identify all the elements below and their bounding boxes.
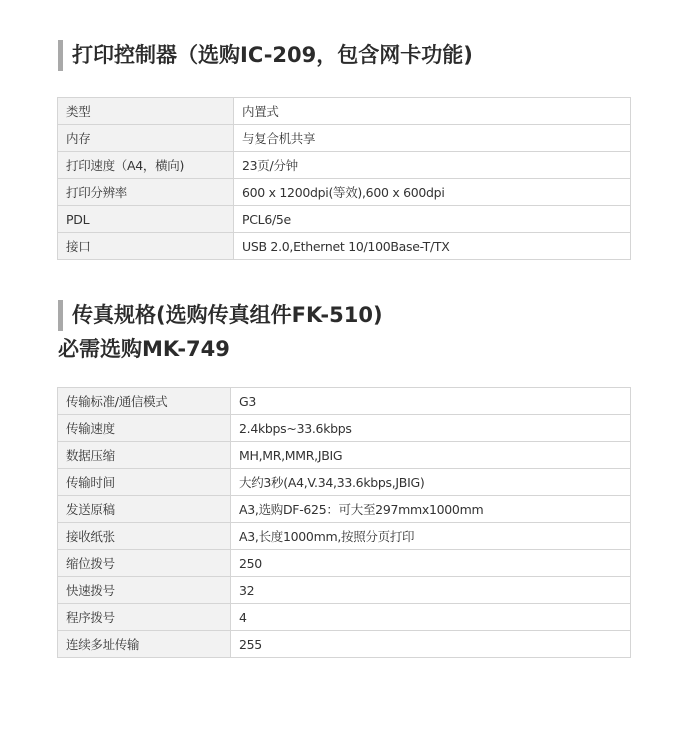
table-row <box>58 98 631 125</box>
table-row <box>58 125 631 152</box>
spec-value: 4 <box>231 604 631 631</box>
spec-label: 发送原稿 <box>58 496 231 523</box>
spec-label: 传输标准/通信模式 <box>58 388 231 415</box>
spec-value: USB 2.0,Ethernet 10/100Base-T/TX <box>234 233 631 260</box>
table-row <box>58 496 631 523</box>
fax-spec-subtitle: 必需选购MK-749 <box>58 337 230 361</box>
spec-value: PCL6/5e <box>234 206 631 233</box>
table-row <box>58 233 631 260</box>
spec-label: 打印速度（A4，横向) <box>58 152 234 179</box>
spec-label: 连续多址传输 <box>58 631 231 658</box>
table-row <box>58 631 631 658</box>
printer-controller-title: 打印控制器（选购IC-209，包含网卡功能) <box>58 40 473 71</box>
fax-spec-table <box>57 387 631 658</box>
table-row <box>58 604 631 631</box>
spec-value: 255 <box>231 631 631 658</box>
spec-label: 程序拨号 <box>58 604 231 631</box>
spec-value: 大约3秒(A4,V.34,33.6kbps,JBIG) <box>231 469 631 496</box>
table-row <box>58 469 631 496</box>
spec-label: 传输时间 <box>58 469 231 496</box>
spec-label: 类型 <box>58 98 234 125</box>
spec-value: 内置式 <box>234 98 631 125</box>
spec-value: 23页/分钟 <box>234 152 631 179</box>
spec-value: 2.4kbps~33.6kbps <box>231 415 631 442</box>
spec-value: 250 <box>231 550 631 577</box>
spec-label: 接收纸张 <box>58 523 231 550</box>
spec-value: A3,长度1000mm,按照分页打印 <box>231 523 631 550</box>
spec-label: 缩位拨号 <box>58 550 231 577</box>
table-row <box>58 442 631 469</box>
table-row <box>58 152 631 179</box>
spec-label: 打印分辨率 <box>58 179 234 206</box>
table-row <box>58 388 631 415</box>
table-row <box>58 415 631 442</box>
fax-spec-title: 传真规格(选购传真组件FK-510) <box>58 300 383 331</box>
spec-label: 传输速度 <box>58 415 231 442</box>
spec-value: 600 x 1200dpi(等效),600 x 600dpi <box>234 179 631 206</box>
spec-label: 接口 <box>58 233 234 260</box>
spec-label: 内存 <box>58 125 234 152</box>
spec-value: G3 <box>231 388 631 415</box>
table-row <box>58 550 631 577</box>
spec-value: A3,选购DF-625：可大至297mmx1000mm <box>231 496 631 523</box>
spec-value: MH,MR,MMR,JBIG <box>231 442 631 469</box>
spec-value: 与复合机共享 <box>234 125 631 152</box>
spec-label: 快速拨号 <box>58 577 231 604</box>
spec-label: PDL <box>58 206 234 233</box>
table-row <box>58 577 631 604</box>
table-row <box>58 523 631 550</box>
table-row <box>58 206 631 233</box>
table-row <box>58 179 631 206</box>
spec-value: 32 <box>231 577 631 604</box>
spec-label: 数据压缩 <box>58 442 231 469</box>
printer-controller-table <box>57 97 631 260</box>
